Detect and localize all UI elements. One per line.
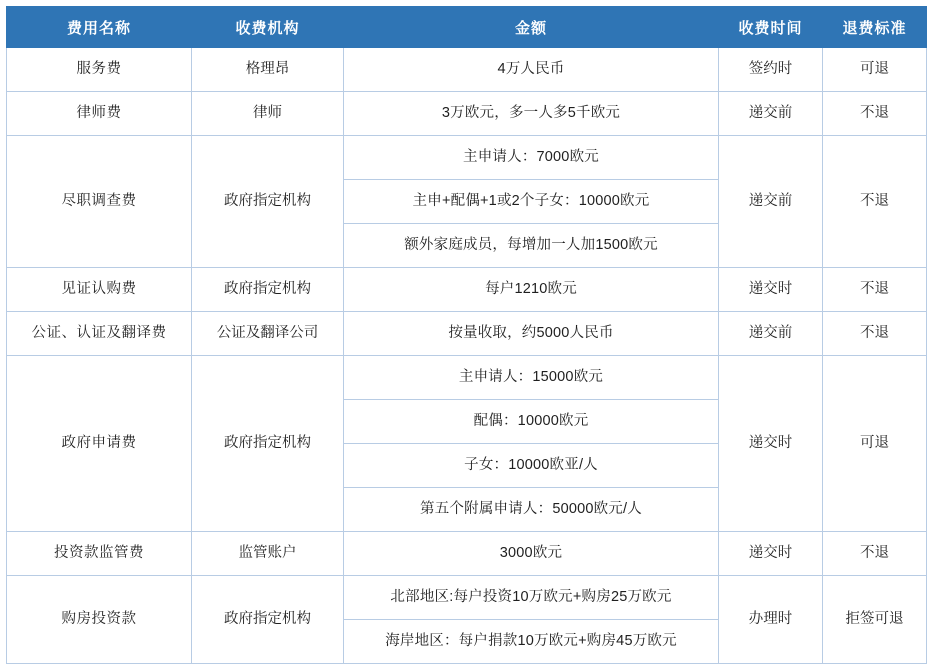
column-header-org: 收费机构 xyxy=(192,7,344,48)
cell-amount: 每户1210欧元 xyxy=(344,268,719,312)
table-row xyxy=(7,48,927,92)
cell-refund: 不退 xyxy=(823,92,927,136)
column-header-refund: 退费标准 xyxy=(823,7,927,48)
table-header xyxy=(7,7,927,48)
table-row xyxy=(7,356,927,400)
cell-fee-name: 投资款监管费 xyxy=(7,532,192,576)
table-row xyxy=(7,136,927,180)
cell-org: 政府指定机构 xyxy=(192,268,344,312)
cell-fee-name: 律师费 xyxy=(7,92,192,136)
cell-fee-name: 见证认购费 xyxy=(7,268,192,312)
column-header-name: 费用名称 xyxy=(7,7,192,48)
cell-refund: 不退 xyxy=(823,532,927,576)
cell-org: 公证及翻译公司 xyxy=(192,312,344,356)
cell-fee-name: 尽职调查费 xyxy=(7,136,192,268)
cell-refund: 可退 xyxy=(823,48,927,92)
cell-time: 递交时 xyxy=(719,356,823,532)
table-row xyxy=(7,268,927,312)
cell-refund: 不退 xyxy=(823,136,927,268)
cell-fee-name: 购房投资款 xyxy=(7,576,192,664)
cell-time: 办理时 xyxy=(719,576,823,664)
cell-time: 递交时 xyxy=(719,532,823,576)
cell-refund: 可退 xyxy=(823,356,927,532)
cell-amount: 主申请人：7000欧元 xyxy=(344,136,719,180)
cell-amount: 3万欧元，多一人多5千欧元 xyxy=(344,92,719,136)
column-header-amount: 金额 xyxy=(344,7,719,48)
cell-amount: 海岸地区：每户捐款10万欧元+购房45万欧元 xyxy=(344,620,719,664)
cell-amount: 主申请人：15000欧元 xyxy=(344,356,719,400)
cell-fee-name: 公证、认证及翻译费 xyxy=(7,312,192,356)
cell-org: 监管账户 xyxy=(192,532,344,576)
cell-amount: 4万人民币 xyxy=(344,48,719,92)
table-row xyxy=(7,92,927,136)
cell-amount: 额外家庭成员，每增加一人加1500欧元 xyxy=(344,224,719,268)
cell-org: 政府指定机构 xyxy=(192,356,344,532)
cell-org: 政府指定机构 xyxy=(192,576,344,664)
cell-org: 格理昂 xyxy=(192,48,344,92)
cell-amount: 配偶：10000欧元 xyxy=(344,400,719,444)
column-header-time: 收费时间 xyxy=(719,7,823,48)
cell-time: 递交前 xyxy=(719,92,823,136)
table-body xyxy=(7,48,927,664)
table-row xyxy=(7,576,927,620)
document-page xyxy=(0,6,932,650)
cell-amount: 第五个附属申请人：50000欧元/人 xyxy=(344,488,719,532)
cell-refund: 不退 xyxy=(823,312,927,356)
cell-refund: 不退 xyxy=(823,268,927,312)
cell-amount: 3000欧元 xyxy=(344,532,719,576)
cell-org: 律师 xyxy=(192,92,344,136)
cell-time: 递交时 xyxy=(719,268,823,312)
cell-time: 递交前 xyxy=(719,136,823,268)
cell-time: 递交前 xyxy=(719,312,823,356)
table-row xyxy=(7,312,927,356)
cell-amount: 子女：10000欧亚/人 xyxy=(344,444,719,488)
cell-refund: 拒签可退 xyxy=(823,576,927,664)
table-header-row xyxy=(7,7,927,48)
cell-fee-name: 服务费 xyxy=(7,48,192,92)
cell-amount: 主申+配偶+1或2个子女：10000欧元 xyxy=(344,180,719,224)
cell-fee-name: 政府申请费 xyxy=(7,356,192,532)
cell-amount: 北部地区:每户投资10万欧元+购房25万欧元 xyxy=(344,576,719,620)
cell-amount: 按量收取，约5000人民币 xyxy=(344,312,719,356)
table-row xyxy=(7,532,927,576)
cell-org: 政府指定机构 xyxy=(192,136,344,268)
fee-table xyxy=(6,6,927,664)
cell-time: 签约时 xyxy=(719,48,823,92)
